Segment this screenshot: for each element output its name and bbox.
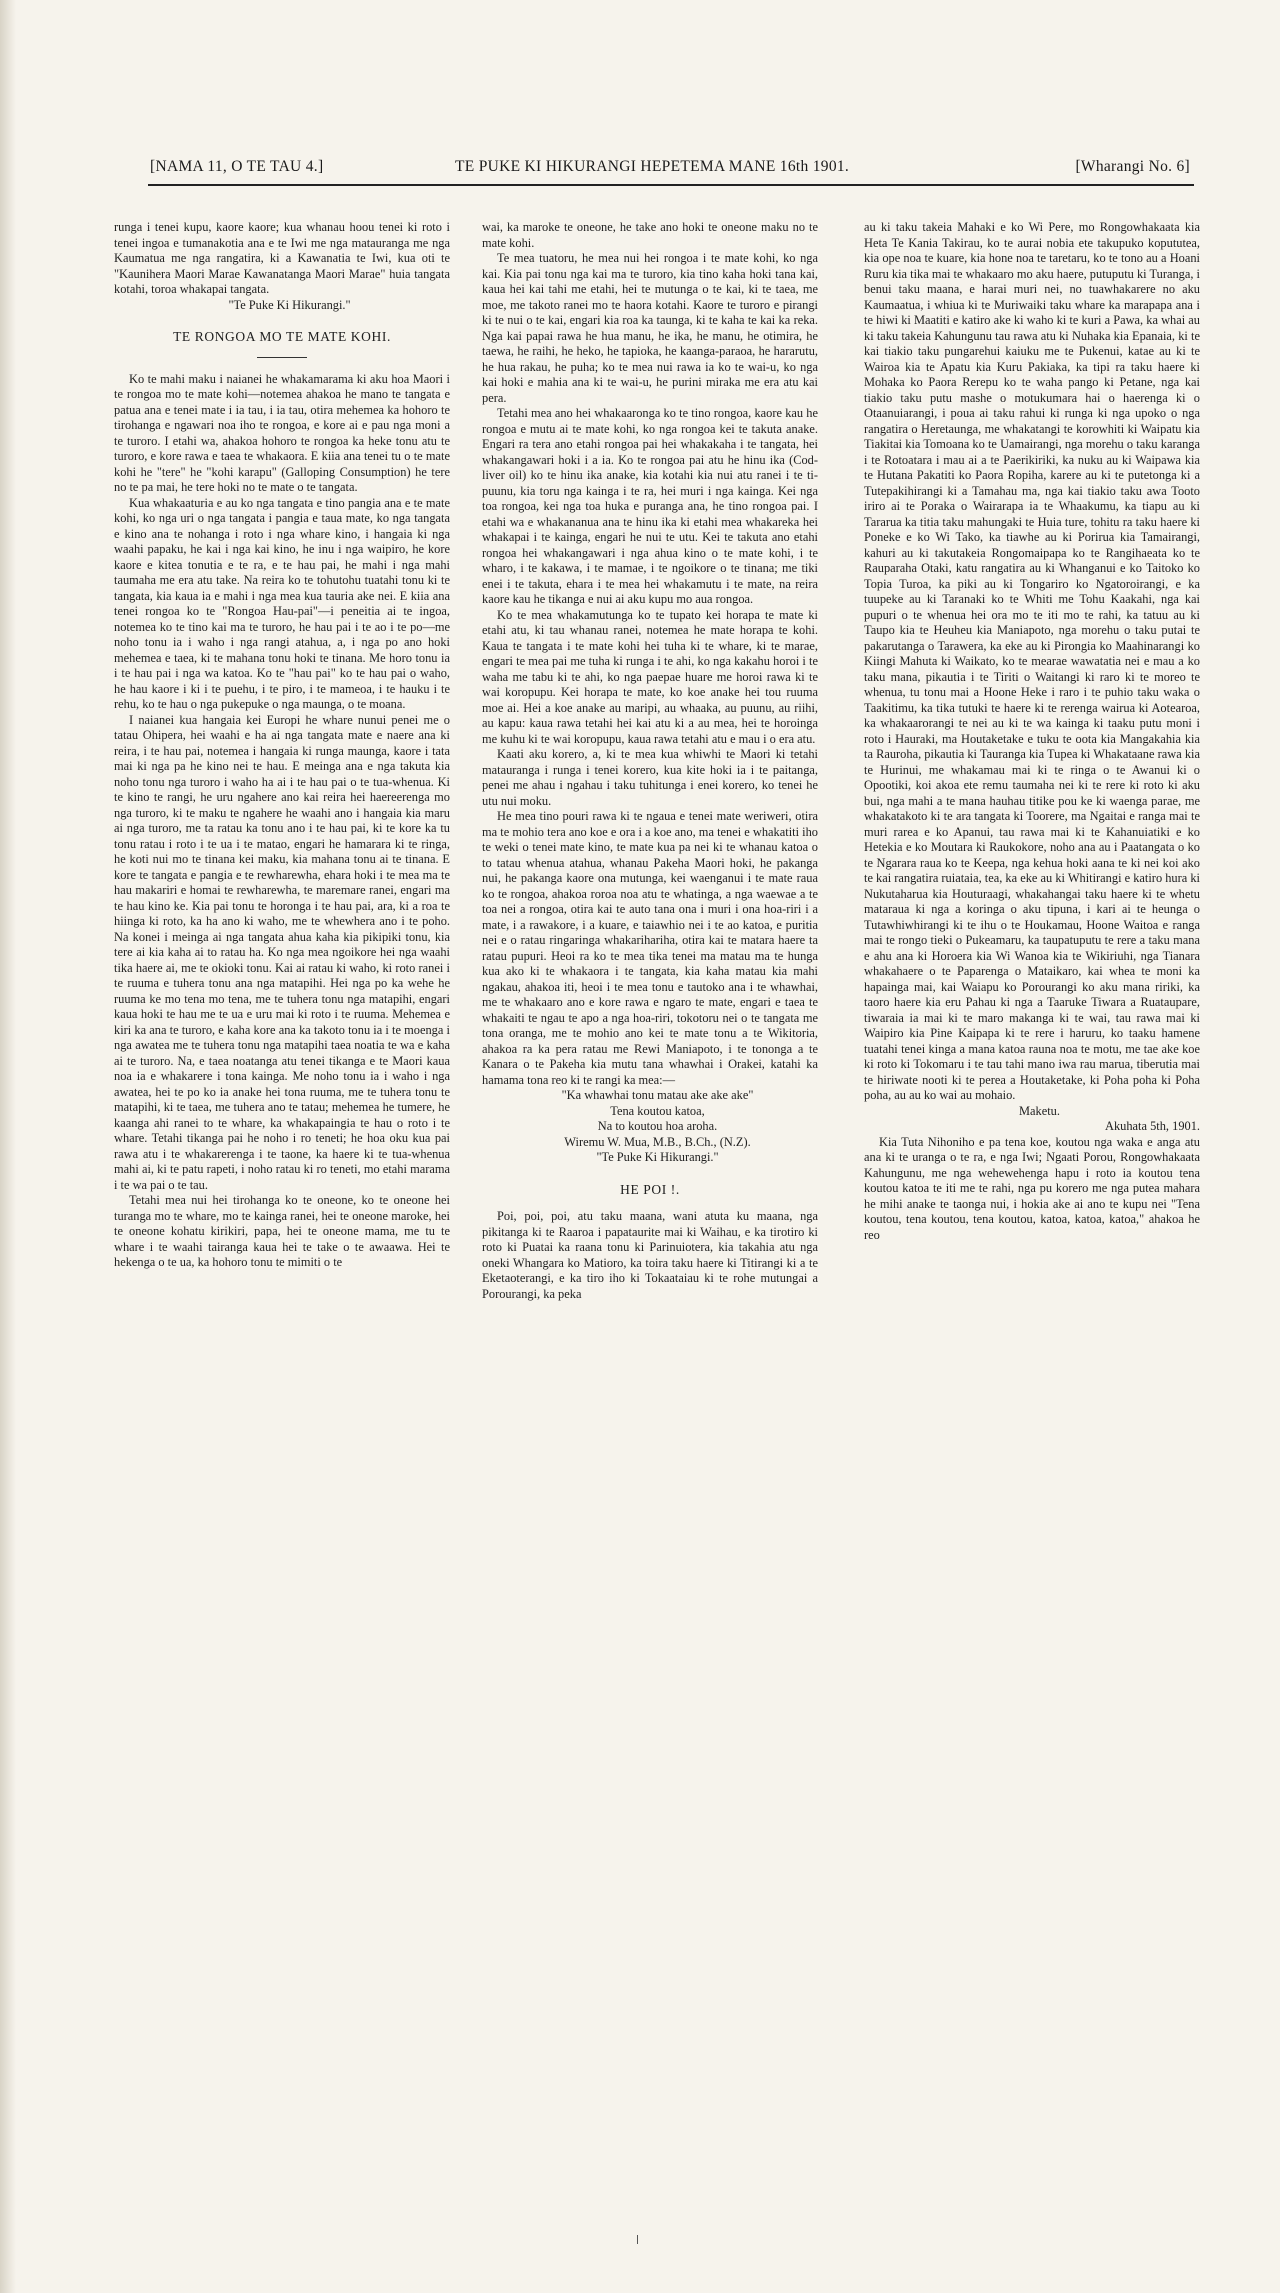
paragraph: Kaati aku korero, a, ki te mea kua whiwhi te Maori ki tetahi matauranga i runga i tenei korero, kua kite hoki ia i te paitanga, penei me ahau i ngahau i taku tuhitunga i enei korero, ko tenei he utu nui moku.: [482, 747, 818, 808]
paragraph: Te mea tuatoru, he mea nui hei rongoa i te mate kohi, ko nga kai. Kia pai tonu nga kai ma te turoro, kia tino kaha hoki tana kai, kaua hei kai tahi me etahi, hei te mutunga o te kai, ki te taea, me moe, me takoto ranei mo te haora kotahi. Kaore te turoro e pirangi ki te nui o te kai, engari kia roa ka taunga, ki te kaha te kai ka reka. Nga kai papai rawa he hua manu, he ika, he manu, he otimira, he taewa, he raihi, he heko, he tapioka, he kaanga-paraoa, he hararutu, he hua rakau, he puha; ko te mea nui rawa ia ko te wai-u, ko nga kai hoki e mahia ana ki te wai-u, he purini miraka me era atu kai pera.: [482, 251, 818, 405]
poi-paragraph: Poi, poi, poi, atu taku maana, wani atuta ku maana, nga pikitanga ki te Raaroa i papataurite mai ki Waihau, e ka tirotiro ki roto ki Puatai ka raana tonu ki Parinuiotera, kia takahia atu nga oneki Whangara ko Matioro, ka toira taku haere ki Titirangi ki a te Eketaoterangi, e ka tiro iho ki Tokaataiau ki te rohe mutungai a Porourangi, ka peka: [482, 1209, 818, 1301]
verse-line: Na to koutou hoa aroha.: [597, 1119, 718, 1133]
paragraph: au ki taku takeia Mahaki e ko Wi Pere, mo Rongowhakaata kia Heta Te Kania Takirau, ko te aurai nobia ete takupuko kopututea, kia ope noa te kuare, kia hone noa te taretaru, ko te tono au a Hoani Ruru kia tika mai te whakaaro mo aku haere, putuputu ki Turanga, i benui taku maana, e harai muri nei, no tuawhakarere no aku Kaumaatua, i whiua ki te Muriwaiki taku whare ka marapapa ana i te hiwi ki Maatiti e katiro ake ki waho ki te kuri a Pawa, ka whai au ki taku takeia Kahungunu tau rawa atu ki Nuhaka kia Epanaia, ki te kai tiakio taku pungarehui kaiuku me te Pukenui, katae au ki te Wairoa kia te Apatu kia Kuru Pakiaka, ka tipi ra taku haere ki Mohaka ko Paora Rerepu ko te waha pango ki Petane, nga kai tiakio taku putu mashe o motukumara hai o haerenga ki o Otaanuiarangi, i poua ai taku rahui ki runga ki nga upoko o nga rangatira o Heretaunga, me whakatangi te korowhiti ki Waipatu kia Tiakitai kia Tomoana ko te Uamairangi, nga morehu o taku karanga i te Rotoatara i mau ai a te Paerikiriki, ka nuku au ki Waipawa kia te Hutana Pakatiti ko Paora Ropiha, karere au ki te putetonga ki a Tutepakihirangi ki a Tamahau ma, nga kai tiakio taku awa Tooto iriro ai te Poraka o Wairarapa ia te Whaakumu, ka tiapu au ki Tararua ka titia taku mahungaki te Huia ture, tohitu ra taku haere ki Poneke e ko Wi Tako, ka tiawhe au ki Porirua kia Tamairangi, kahuri au ki takutakeia Rongomaipapa ko te Rangihaeata ko te Rauparaha Otaki, katu rangatira au ki Whanganui e ko Taitoko ko Topia Turoa, ka piki au ki Tongariro ko Ngatoroirangi, e ka tuupeke au ki Taranaki ko te Whiti me Tohu Kaakahi, nga kai pupuri o te whenua hei ora mo te iti mo te rahi, ka tatuu au ki Taupo kia te Heuheu kia Maniapoto, nga morehu o taku putai te pakarutanga o Tarawera, ka eke au ki Pirongia ko Maahinarangi ko Kiingi Mahuta ki Waikato, ko te mearae wawatatia nei e mau a ko taku mana, pikautia i te Tiriti o Waitangi ki raro ki te moreo te whenua, tu tonu mai a Hoone Heke i raro i te puhio taku waka o Taakitimu, ka tika tutuki te haere ki te rerenga wairua ki Aotearoa, ka whakaarorangi te nei au ki te wa kainga ki taaku putu moni i roto i Hauraki, ma Houtaketake e tuku te oota kia Mangakahia kia ta Rauroha, pikautia ki Tauranga kia Tupea ki Whakataane rawa kia te Hurinui, me whakamau mai ki te ringa o te Awanui ki o Opootiki, koi akoa ete remu taumaha nei ki te rere ki roto ki aku bui, nga mahi a te mana hauhau titike pou ke ki waenga parae, me whakatakoto ki te ara tangata ki Toorere, ma Ngaitai e ranga mai te muri rarea e ko Apanui, tau rawa mai ki te Kahanuiatiki e ko Hetekia e ko Moutara ki Raukokore, noho ana au i Paatangata o ko te Ngarara raua ko te Keepa, nga kehua hoki aana te ki nei koi ako te kai rangatira ruiataia, tea, ka eke au ki Whitirangi e katiro hura ki Nukutaharua kia Houturaagi, whakahangai taku haere ki te whetu mataraua ki nga a koringa o aku tipuna, i kari ai te heunga o Tutawhiwhirangi ki te ihu o te Houkamau, Hoone Waitoa e ranga mai te rongo tieki o Pukeamaru, ka taupatuputu te rere a taku mana e ahu ana ki Horoera kia Wi Wanoa kia te Wikiriuhi, nga Tianara whakahaere o te Paparenga o Mataikaro, kai whea te moni ka hapainga mai, kai Waiapu ko Porourangi ko aku mana ririki, ka taoro haere kia eru Pahau ki nga a Taaruke Tiwara a Ruatauparе, tiwaraia ia mai ki te maro makanga ki te wai, tau rawa mai ki Waipiro kia Pine Kaipapa ki te rere i haruru, ko taaku hamene tuatahi tenei kinga a mana katoa rauna noa te motu, me tae ake koe ki roto ki Tokomaru i te tau tahi mano iwa rau marua, tiberutia mai te hiriwate nooti ki te perea a Houtaketake, ki Poha poha ki Poha poha, au au ko wai au mohaio.: [864, 220, 1200, 1102]
column-1: [114, 220, 450, 1271]
page-number: [Wharangi No. 6]: [1075, 158, 1190, 175]
paragraph: Ko te mea whakamutunga ko te tupato kei horapa te mate ki etahi atu, ki tau whanau ranei, notemea he mate horapa te kohi. Kaua te tangata i te mate kohi hei tuha ki te whare, ki te marae, engari te mea pai me tuha ki runga i te ahi, ko nga kakahu horoi i te waha me tabu ki te ahi, ko nga paepae huare me horoi rawa ki te wai koropupu. Kei horapa te mate, ko koe anake hei tou ruuma moe ai. Hei a koe anake au maripi, au whaaka, au puunu, au riihi, au kapu: kaua rawa tetahi hei kai atu ki a au mea, hei te horoinga me kuhu ki te wai koropupu, kaua rawa tetahi atu e mau i o era atu.: [482, 607, 818, 746]
paragraph: He mea tino pouri rawa ki te ngaua e tenei mate weriweri, otira ma te mohio tera ano koe e ora i a koe ano, ma tenei e whakatiti iho te weki o tenei mate kino, te mate kua pa nei ki te whanau katoa o to tatau whenua atahua, whanau Pakeha Maori hoki, he pakanga nui, he pakanga kaore ona mutunga, kei waenganui i te mate rauа ko te rongoa, ahakoa roroa noa atu te whatinga, a nga waewae a te toa nei a rongoa, otira kai te auto tana ona i muri i ona hoa-riri i a mate, i a rawakore, i a kuare, e taiawhio nei i te ao katoa, e puritia nei e o ratau ringaringa whakarihariha, otira kai te matara haere ta ratau pupuri. Heoi ra ko te mea tika tenei ma matau ma te hunga kua ako ki te whakaora i te tangata, kia kaha matau kia mahi ngakau, ahakoa iti, heoi i te mea tonu e tautoko ana i te whawhai, me te whakaaro ano e kore rawa e ngaro te mate, engari e taea te whakaiti te ngau te apo a nga hoa-riri, tokotoru nei o te tangata me tona oranga, me te mohio ano kei te mate tonu a te Wikitoria, ahakoa ra ka pera ratau me Rewi Maniapoto, i te tononga a te Kanara o te Pakeha kia mutu tana whawhai i Orakei, katahi ka hamama tona reo ki te rangi ka mea:—: [482, 809, 818, 1087]
author-line: Wiremu W. Mua, M.B., B.Ch., (N.Z).: [564, 1134, 751, 1149]
verse-line: Tena koutou katoa,: [610, 1103, 705, 1118]
page-edge: [0, 0, 16, 2293]
letter-date: Akuhata 5th, 1901.: [1105, 1119, 1200, 1133]
verse-line: "Ka whawhai tonu matau ake ake ake": [561, 1088, 754, 1102]
paragraph: I naianei kua hangaia kei Europi he whare nunui penei me o tatau Ohipera, hei waahi e ha ai nga tangata mate e naere ana ki reira, i te hau pai, notemea i hangaia ki runga maunga, kaore i tata mai ki nga pa he kino nei te hau. E meinga ana e nga takuta kia noho tonu nga turoro i waho ha ai i te hau pai o te tua-whenua. Ki te kino te rangi, he uru ngahere ano kai reira hei haereerenga mo nga turoro, ki te maku te ngahere he waahi ano i hangaia kia maru ai nga turoro, me ta ratau ka tonu ano i te hau pai, ki te kore ka tu tonu ratau i roto i te ua i te matao, engari he hamarara ki te ringa, he koti nui mo te tinana kei maku, kia mahana tonu ai te tinana. E kore te tangata e pangia e te rewharewha, ehara hoki i te mea ma te hau makariri e homai te rewharewha, te maremare ranei, engari ma te hau kino ke. Kia pai tonu te horonga i te hau pai, ara, ki a roa te hiinga ki roto, ka ha ano ki waho, me te whewhera ano i te poho. Na konei i meinga ai nga tangata ahua kaha kia pikipiki tonu, kia tere ai kia kaha ai to ratau ha. Ko nga mea ngoikore hei nga waahi tika haere ai, me te okioki tonu. Kai ai ratau ki waho, ki roto ranei i te ruuma e tuhera tonu ana nga matapihi. Hei nga po ka wehe he ruuma ke mo tena mo tena, me te tuhera tonu nga matapihi, engari kaua hoki te hau me te ua e uru mai ki roto i te ruuma. Mehemea e kiri ka ana te turoro, e kaha kore ana ka takoto tonu ia i te moenga i nga awatea me te tuhera tonu nga matapihi taea noatia te wa e kaha ai te turoro. Na, e taea noatanga atu tenei tikanga e te Maori kaua noa ia e whakarere i tona kainga. Me noho tonu ia i waho i nga awatea, hei te po ko ia anake hei tona ruuma, me te tuhera tonu te matapihi, ki te taea, me tuhera ano te tatau; mehemea he tumere, he kaanga ahi ranei to te whare, ka whakapaingia te hau o roto i te whare. Tetahi tikanga pai he noho i ro teneti; he hoa oku kua pai rawa atu i te whakarerenga i te taone, ka haere ki te tua-whenua mahi ai, ki te patu rapeti, i noho ratau ki ro teneti, mo etahi marama i te wa pai o te tau.: [114, 712, 450, 1192]
paragraph: Tetahi mea ano hei whakaaronga ko te tino rongoa, kaore kau he rongoa e mutu ai te mate kohi, ko nga rongoa kei te takuta anake. Engari ra tera ano etahi rongoa pai hei whakakaha i te tangata, hei whakangawari hoki i a ia. Ko te rongoa pai atu he hinu ika (Cod-liver oil) ko te hinu ika anake, kia kotahi kia nui atu ranei i te ti-puunu, kia toru nga kainga i te ra, hei muri i nga kainga. Kei nga toa rongoa, kei nga toa huka e puranga ana, he tino rongoa pai. I etahi wa e whakananua ana te hinu ika ki etahi mea whakareka hei whakapai i te kainga, engari he nui te utu. Kei te takuta ano etahi rongoa hei whakangawari i nga ahua kino o te mate kohi, i te wharo, i te kakawa, i te mamae, i te ngoikore o te tinana; me tiki enei i te takuta, ehara i te mea hei whakamutu i te mate, na reira kaore kau he tikanga e nui ai aku kupu mo aua rongoa.: [482, 406, 818, 606]
paragraph: wai, ka maroke te oneone, he take ano hoki te oneone maku no te mate kohi.: [482, 220, 818, 250]
author-signature: "Te Puke Ki Hikurangi.": [596, 1150, 719, 1164]
paragraph: Kua whakaaturia e au ko nga tangata e tino pangia ana e te mate kohi, ko nga uri o nga tangata i pangia e taua mate, ko nga tangata e kino ana te nohanga i roto i nga whare kino, i hangaia ki nga waahi papaku, he kai i nga kai kino, he inu i nga waipiro, he kore kaore e kitea tonutia e te ra, e te hau pai, he mahi i nga mahi taumaha me era atu take. Na reira ko te tohutohu tuatahi tonu ki te tangata, kia kaua ia e mahi i nga mea kua tauria ake nei. E kiia ana tenei rongoa ko te "Rongoa Hau-pai"—i peneitia ai te ingoa, notemea ko te tino kai ma te turoro, he hau pai i te ao i te po—me noho tonu ia i waho i nga rangi atahua, a, i nga po ano hoki mehemea e taea, ki te mahana tonu hoki te tinana. Me horo tonu ia i te hau pai i nga wa katoa. Ko te "hau pai" ko te hau pai o waho, he hau kaore i ki i te puehu, i te piro, i te mameoa, i te hauku i te rehu, ko te hau o nga pukepuke o nga maunga, o te moana.: [114, 495, 450, 711]
masthead-date: TE PUKE KI HIKURANGI HEPETEMA MANE 16th 1901.: [455, 158, 850, 175]
page-mark: [637, 2235, 638, 2244]
header-rule: [148, 184, 1194, 186]
intro-paragraph: runga i tenei kupu, kaore kaore; kua whanau hoou tenei ki roto i tenei ingoa e tumanakotia ana e te Iwi me nga matauranga me nga Kaumatua me nga rangatira, ki a Kawanatia te Iwi, kua oti te "Kaunihera Maori Marae Kawanatanga Maori Marae" huia tangata kotahi, toroa whakapai tangata.: [114, 220, 450, 296]
issue-number: [NAMA 11, O TE TAU 4.]: [150, 158, 324, 175]
poi-heading: HE POI !.: [620, 1181, 680, 1197]
page-header: [150, 158, 1190, 184]
closing-paragraph: Kia Tuta Nihoniho e pa tena koe, koutou nga waka e anga atu ana ki te uranga o te ra, e nga Iwi; Ngaati Porou, Rongowhakaata Kahungunu, me nga wehewehenga hapu i roto ia koutou tena koutou katoa te iti me te rahi, nga pu korero me nga putea mahara he mihi anake te taonga nui, i hokia ake ai ano te kupu nei "Tena koutou, tena koutou, tena koutou, katoa, katoa, katoa," ahakoa he reo: [864, 1134, 1200, 1242]
column-2: [482, 220, 818, 1302]
intro-signature: "Te Puke Ki Hikurangi.": [228, 297, 351, 312]
paragraph: Tetahi mea nui hei tirohanga ko te oneone, ko te oneone hei turanga mo te whare, mo te kainga ranei, hei te oneone maroke, hei te oneone kohatu kirikiri, papa, hei te oneone mama, me tu te whare i te waahi tairanga kaua hei te take o te awaawa. Hei te hekenga o te ua, ka hohoro tonu te mimiti o te: [114, 1193, 450, 1269]
letter-place: Maketu.: [1019, 1103, 1060, 1118]
article-heading: TE RONGOA MO TE MATE KOHI.: [173, 329, 391, 344]
heading-rule: [257, 357, 307, 358]
paragraph: Ko te mahi maku i naianei he whakamarama ki aku hoa Maori i te rongoa mo te mate kohi—notemea ahakoa he mano te tangata e patua ana e tenei mate i ia tau, i ia tau, otira mehemea ka hohoro te tirohanga e ngawari noa iho te rongoa, e kore ai e pau nga moni a te turoro. I etahi wa, ahakoa hohoro te rongoa ka heke tonu atu te turoro, e kore rawa e taea te whakaora. E kiia ana tenei tu o te mate kohi he "tere" he "kohi karapu" (Galloping Consumption) he tere no te pa mai, he tere hoki no te mate o te tangata.: [114, 371, 450, 494]
column-3: [864, 220, 1200, 1243]
